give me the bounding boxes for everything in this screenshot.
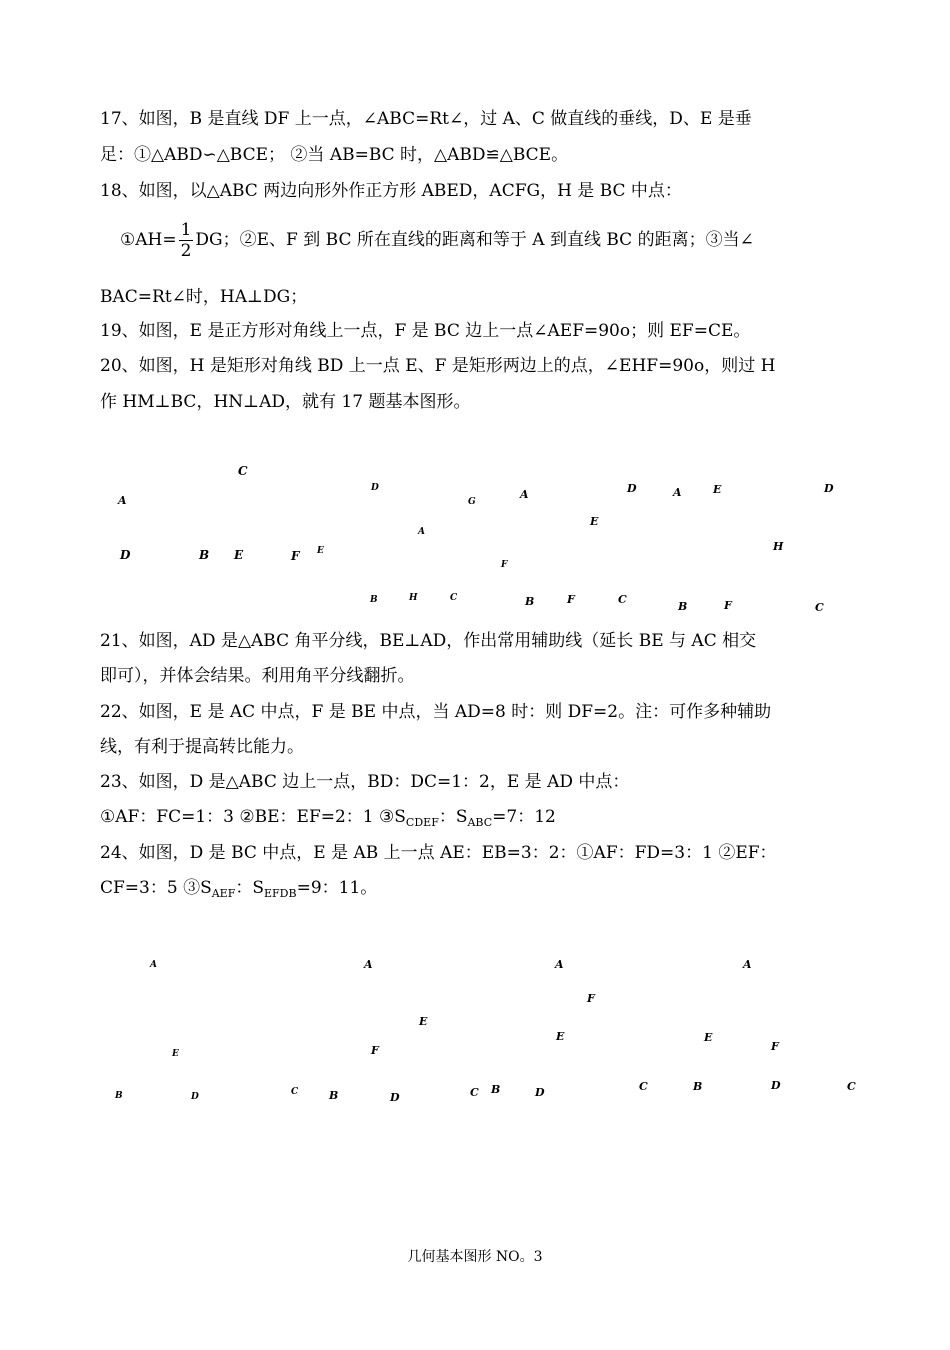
p20-line1: 20、如图，H 是矩形对角线 BD 上一点 E、F 是矩形两边上的点，∠EHF=90o，则过 H xyxy=(100,356,776,376)
fraction-one-half xyxy=(179,220,194,261)
figure-label: F xyxy=(291,549,300,563)
p18-line2 xyxy=(120,220,860,261)
p24-line2 xyxy=(100,877,852,901)
figure-label: F xyxy=(771,1040,779,1053)
figure-label: C xyxy=(815,601,824,614)
figure-label: F xyxy=(567,593,575,606)
figure-label: B xyxy=(678,600,688,613)
p20-line2: 作 HM⊥BC，HN⊥AD，就有 17 题基本图形。 xyxy=(100,392,471,412)
p18-line1: 18、如图，以△ABC 两边向形外作正方形 ABED，ACFG，H 是 BC 中点： xyxy=(100,181,682,201)
figure-label: C xyxy=(618,593,627,606)
figure-label: E xyxy=(556,1030,565,1043)
figure-label: E xyxy=(419,1015,428,1028)
figure-label: B xyxy=(115,1091,123,1101)
p24-subscript-efdb: EFDB xyxy=(264,887,297,900)
p23-subscript-abc: ABC xyxy=(467,816,493,829)
p23-text-b: ：S xyxy=(438,807,468,827)
p23-text-a: ①AF：FC=1：3 ②BE：EF=2：1 ③S xyxy=(100,807,406,827)
figure-label: B xyxy=(693,1080,703,1093)
figure-label: E xyxy=(704,1031,713,1044)
p17-line2: 足：①△ABD∽△BCE； ②当 AB=BC 时，△ABD≌△BCE。 xyxy=(100,145,569,165)
figure-label: C xyxy=(470,1086,479,1099)
figure-label: C xyxy=(450,593,458,603)
p24-line1: 24、如图，D 是 BC 中点，E 是 AB 上一点 AE：EB=3：2：①AF：FD=3：1 ②EF： xyxy=(100,843,777,863)
figure-label: F xyxy=(724,599,732,612)
figure-label: A xyxy=(118,494,127,507)
figure-label: D xyxy=(627,482,637,495)
figure-label: A xyxy=(555,958,564,971)
figure-label: D xyxy=(535,1086,545,1099)
p24-text-c: =9：11。 xyxy=(296,878,378,898)
figure-label: C xyxy=(238,464,248,478)
figure-label: A xyxy=(364,958,373,971)
figure-label: B xyxy=(370,595,378,605)
figure-label: A xyxy=(673,486,682,499)
figure-label: H xyxy=(773,540,784,553)
figure-label: B xyxy=(491,1083,501,1096)
figure-label: B xyxy=(199,548,210,562)
p23-subscript-cdef: CDEF xyxy=(405,816,439,829)
figure-label: A xyxy=(743,958,752,971)
figure-label: B xyxy=(329,1089,339,1102)
p22-line2: 线，有利于提高转比能力。 xyxy=(100,737,304,757)
figure-label: D xyxy=(191,1092,199,1102)
p24-text-a: CF=3：5 ③S xyxy=(100,878,212,898)
figure-label: A xyxy=(418,527,425,537)
figure-label: E xyxy=(317,546,324,556)
p21-line1: 21、如图，AD 是△ABC 角平分线，BE⊥AD，作出常用辅助线（延长 BE 与 AC 相交 xyxy=(100,631,757,651)
figure-label: A xyxy=(150,960,157,970)
figure-label: D xyxy=(120,548,131,562)
fraction-denominator: 2 xyxy=(180,241,192,261)
figure-label: D xyxy=(371,483,379,493)
figure-label: B xyxy=(525,595,535,608)
p21-line2: 即可），并体会结果。利用角平分线翻折。 xyxy=(100,666,415,686)
figure-label: F xyxy=(587,992,595,1005)
p24-subscript-aef: AEF xyxy=(211,887,236,900)
p23-text-c: =7：12 xyxy=(492,807,556,827)
figure-label: F xyxy=(371,1044,379,1057)
figure-label: C xyxy=(847,1080,856,1093)
p22-line1: 22、如图，E 是 AC 中点，F 是 BE 中点，当 AD=8 时：则 DF=2。注：可作多种辅助 xyxy=(100,702,772,722)
p19-line1: 19、如图，E 是正方形对角线上一点，F 是 BC 边上一点∠AEF=90o；则 EF=CE。 xyxy=(100,321,751,341)
p18-line3: BAC=Rt∠时，HA⊥DG； xyxy=(100,287,308,307)
fraction-numerator: 1 xyxy=(180,220,192,240)
figure-label: D xyxy=(771,1079,781,1092)
p18-line2-pre: ①AH= xyxy=(120,230,177,250)
p18-line2-post: DG；②E、F 到 BC 所在直线的距离和等于 A 到直线 BC 的距离；③当∠ xyxy=(195,230,754,250)
figure-label: G xyxy=(468,497,476,507)
figure-label: H xyxy=(409,593,418,603)
figure-label: E xyxy=(590,515,599,528)
p23-line1: 23、如图，D 是△ABC 边上一点，BD：DC=1：2，E 是 AD 中点： xyxy=(100,772,630,792)
figure-label: F xyxy=(501,560,508,570)
p24-text-b: ：S xyxy=(235,878,264,898)
page-footer: 几何基本图形 NO。3 xyxy=(407,1249,543,1265)
figure-label: C xyxy=(639,1080,648,1093)
figure-label: E xyxy=(713,483,722,496)
figure-label: A xyxy=(520,488,529,501)
figure-label: E xyxy=(172,1049,179,1059)
figure-label: C xyxy=(291,1087,299,1097)
figure-label: E xyxy=(234,548,244,562)
p17-line1: 17、如图，B 是直线 DF 上一点，∠ABC=Rt∠，过 A、C 做直线的垂线，D、E 是垂 xyxy=(100,109,752,129)
figure-label: D xyxy=(390,1091,400,1104)
figure-label: D xyxy=(824,482,834,495)
p23-line2 xyxy=(100,806,852,830)
